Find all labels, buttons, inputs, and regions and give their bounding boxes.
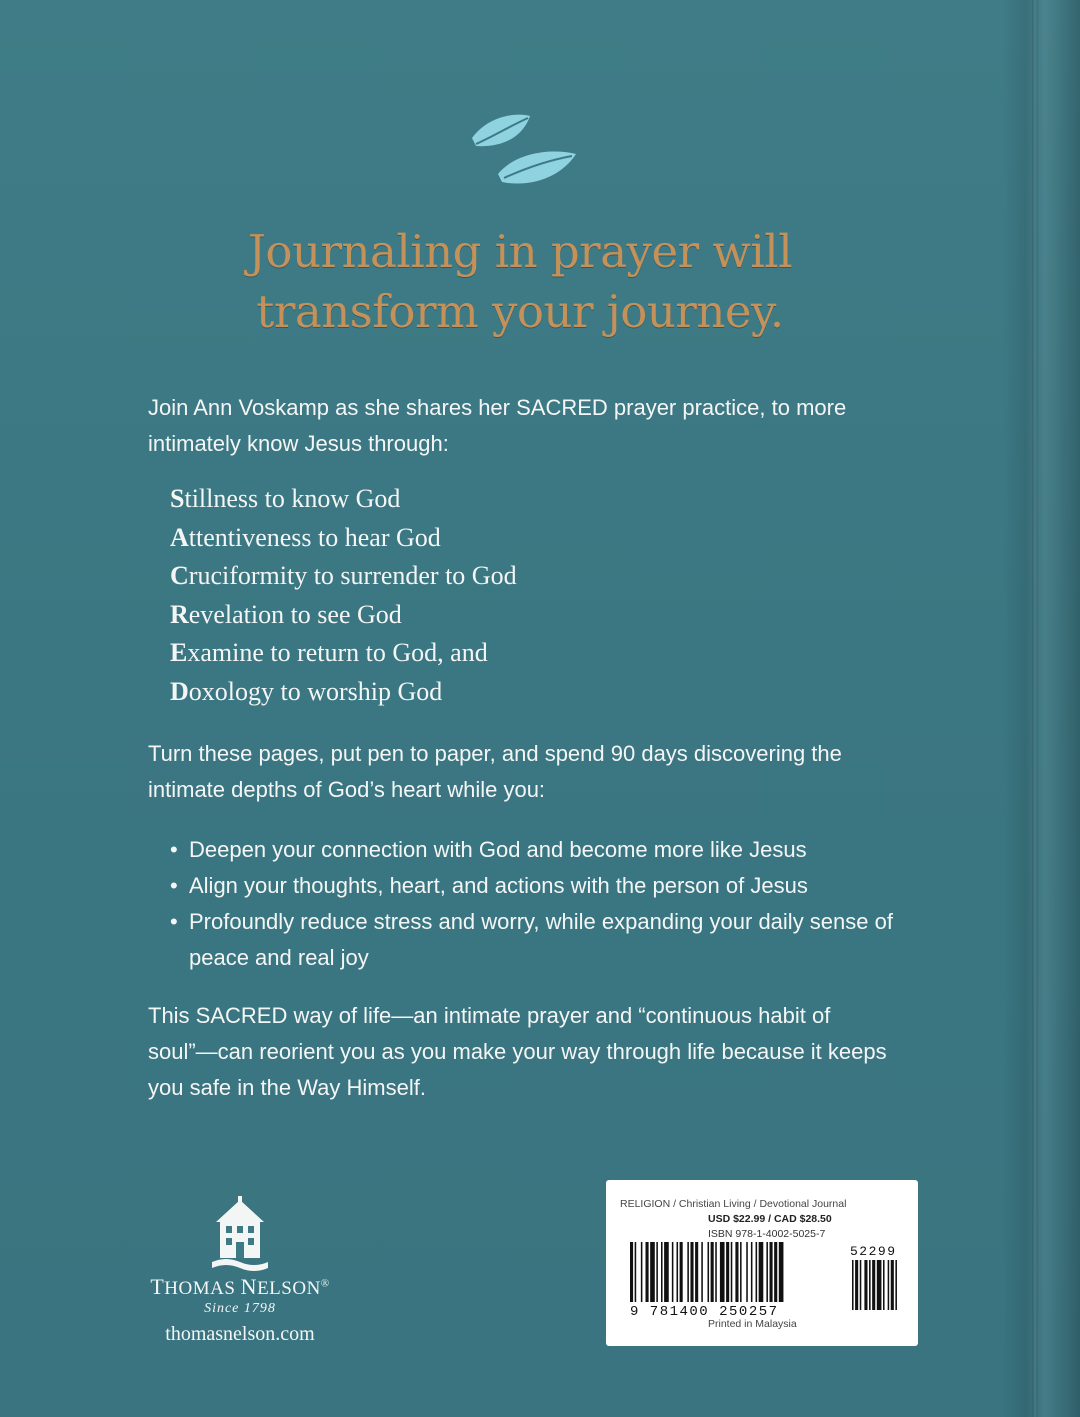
barcode-digits: 9 781400 250257 — [630, 1304, 779, 1320]
intro-paragraph: Join Ann Voskamp as she shares her SACRED prayer practice, to more intimately know Jesus through: — [148, 395, 847, 456]
acrostic-text: ruciformity to surrender to God — [188, 561, 517, 591]
acrostic-text: tillness to know God — [184, 484, 401, 513]
publisher-url: thomasnelson.com — [165, 1323, 315, 1345]
acrostic-letter: D — [170, 676, 189, 706]
acrostic-row — [170, 634, 770, 673]
acrostic-row — [170, 519, 770, 558]
acrostic-letter: C — [170, 561, 189, 591]
acrostic-letter: R — [170, 599, 189, 629]
acrostic-row — [170, 480, 770, 519]
sacred-acrostic — [170, 480, 770, 712]
discovery-paragraph: Turn these pages, put pen to paper, and spend 90 days discovering the intimate depths of God’s heart while you: — [148, 741, 842, 802]
acrostic-row — [170, 557, 770, 596]
acrostic-letter: A — [170, 522, 189, 552]
leaf-icon — [466, 112, 580, 188]
spine-edge — [1002, 0, 1080, 1417]
acrostic-row — [170, 596, 770, 635]
isbn-text: ISBN 978-1-4002-5025-7 — [708, 1228, 826, 1240]
acrostic-letter: S — [170, 484, 185, 513]
publisher-logo — [140, 1196, 340, 1346]
price-text: USD $22.99 / CAD $28.50 — [708, 1213, 832, 1225]
list-item: • Align your thoughts, heart, and actions with the person of Jesus — [170, 868, 930, 904]
acrostic-row — [170, 673, 770, 712]
publisher-since: Since 1798 — [204, 1301, 276, 1316]
house-icon — [212, 1196, 268, 1272]
category-text: RELIGION / Christian Living / Devotional Journal — [620, 1198, 847, 1210]
acrostic-text: oxology to worship God — [188, 676, 443, 706]
headline — [0, 222, 1040, 342]
headline-line-1: Journaling in prayer will — [247, 225, 793, 278]
list-item: • Deepen your connection with God and become more like Jesus — [170, 832, 930, 868]
publisher-name: THOMAS NELSON® — [150, 1274, 330, 1299]
closing-paragraph: This SACRED way of life—an intimate prayer and “continuous habit of soul”—can reorient you as you make your way through life because it keeps you safe in the Way Himself. — [148, 1003, 887, 1100]
acrostic-letter: E — [170, 638, 188, 668]
headline-line-2: transform your journey. — [256, 285, 784, 338]
acrostic-text: ttentiveness to hear God — [188, 522, 441, 552]
printed-in-text: Printed in Malaysia — [708, 1318, 797, 1330]
spine-hinge — [1032, 0, 1038, 1417]
acrostic-text: xamine to return to God, and — [187, 638, 488, 668]
barcode-label — [606, 1180, 918, 1346]
acrostic-text: evelation to see God — [188, 599, 402, 629]
benefits-list — [170, 832, 930, 976]
barcode-addon: 52299 — [850, 1244, 897, 1259]
list-item: • Profoundly reduce stress and worry, while expanding your daily sense of peace and real joy — [170, 904, 930, 976]
